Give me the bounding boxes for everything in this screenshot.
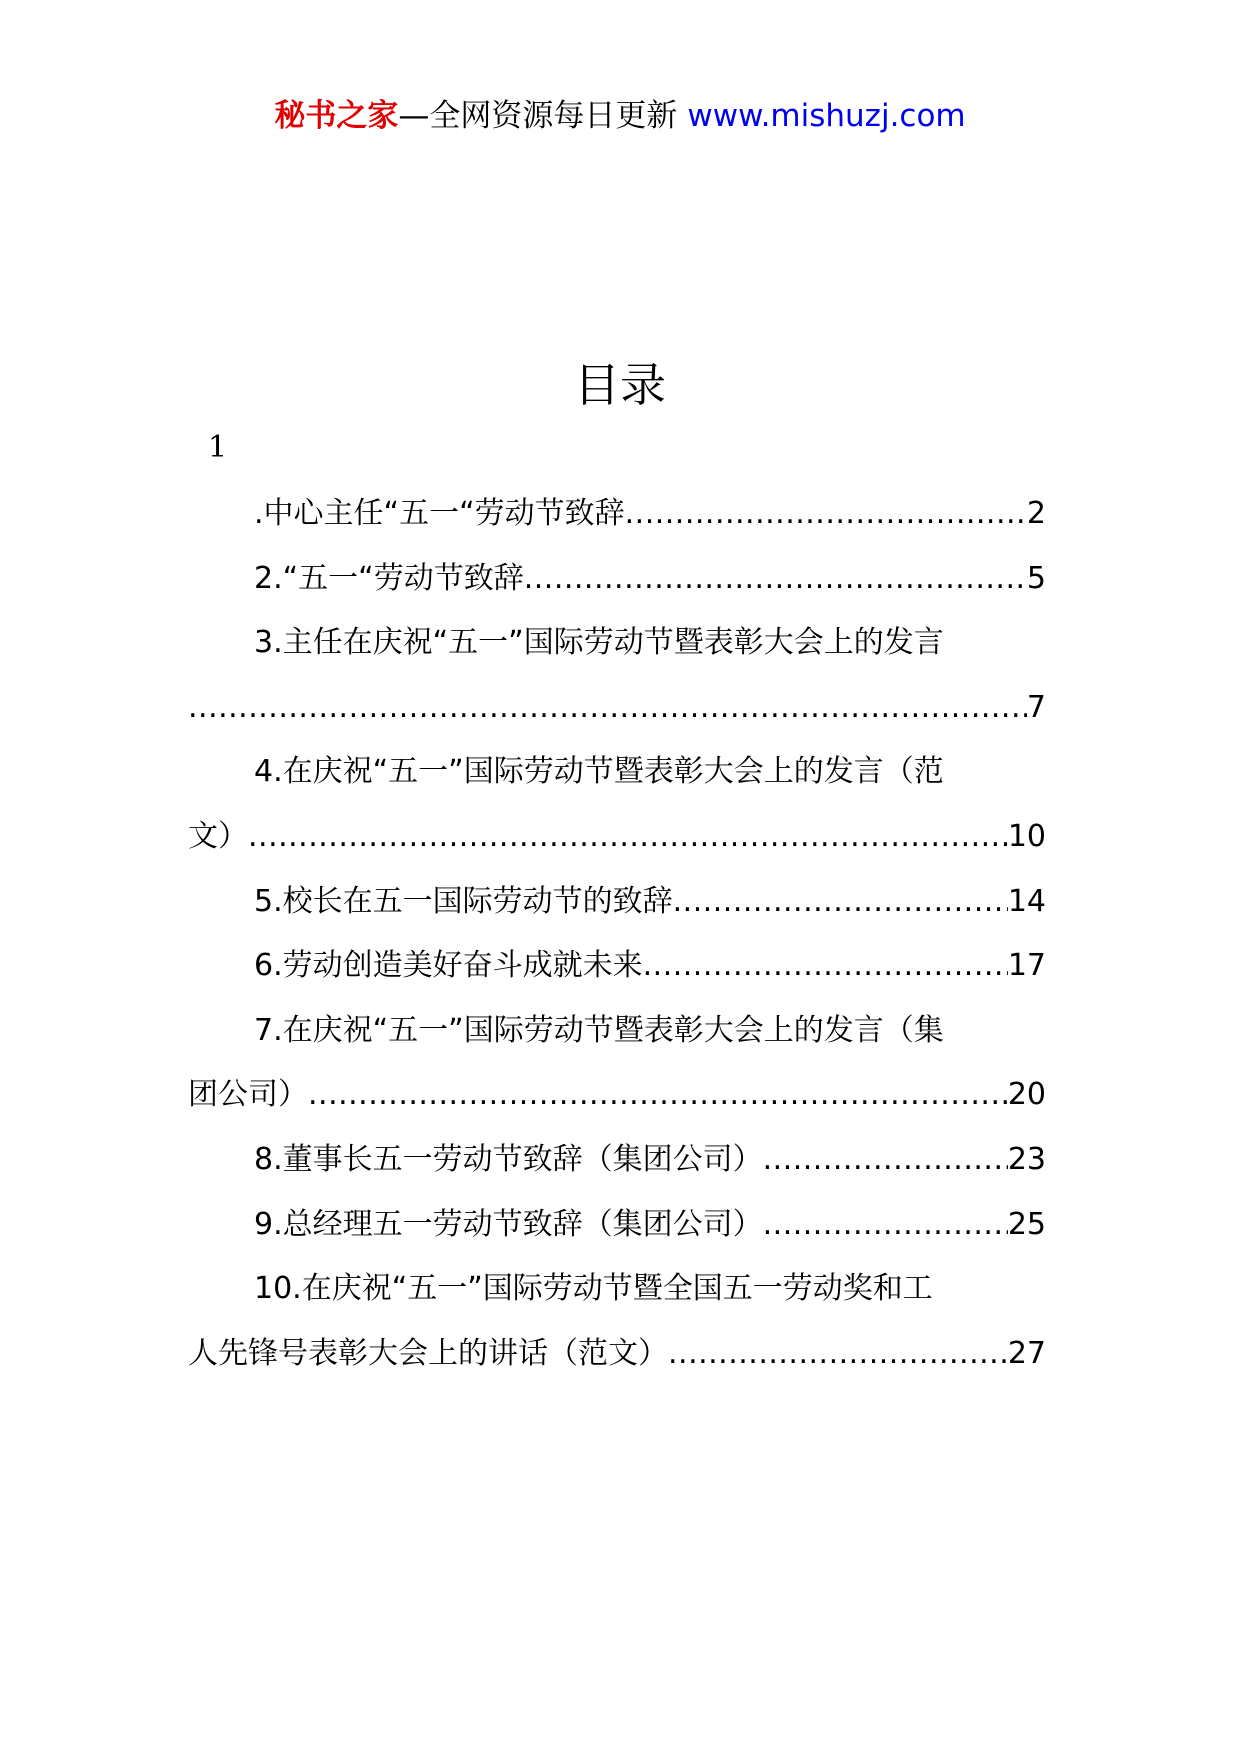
- toc-leader-dots: [188, 676, 1027, 741]
- list-marker: 1: [208, 430, 228, 465]
- toc-entry[interactable]: [188, 547, 1046, 612]
- toc-page-number: 25: [1007, 1206, 1046, 1242]
- toc-page-number: 27: [1007, 1335, 1046, 1371]
- toc-page-number: 2: [1026, 496, 1046, 531]
- toc-page-number: 10: [1007, 818, 1046, 854]
- toc-leader-dots: [643, 934, 1008, 999]
- toc-leader-dots: [248, 805, 1008, 870]
- toc-entry[interactable]: [188, 870, 1046, 935]
- toc-leader-dots: [524, 547, 1027, 612]
- toc-leader-dots: [673, 870, 1008, 935]
- toc-entry-title-cont: 人先锋号表彰大会上的讲话（范文）: [188, 1335, 668, 1371]
- toc-page-number: 7: [1026, 689, 1046, 725]
- brand-name: 秘书之家: [274, 98, 399, 134]
- toc-leader-dots: [763, 1128, 1008, 1193]
- toc-page-number: 17: [1007, 948, 1046, 984]
- toc-leader-dots: [308, 1063, 1008, 1128]
- toc-entry[interactable]: [188, 1128, 1046, 1193]
- page-title: 目录: [574, 358, 666, 412]
- toc-leader-dots: [668, 1322, 1008, 1387]
- toc-page-number: 5: [1026, 560, 1046, 596]
- toc-entry-title: 6.劳动创造美好奋斗成就未来: [254, 948, 643, 984]
- toc-entry-title: 3.主任在庆祝“五一”国际劳动节暨表彰大会上的发言: [254, 625, 944, 661]
- toc-leader-dots: [625, 482, 1027, 547]
- toc-entry[interactable]: [188, 934, 1046, 999]
- toc-entry-title: 4.在庆祝“五一”国际劳动节暨表彰大会上的发言（范: [254, 754, 944, 790]
- toc-entry-title: 7.在庆祝“五一”国际劳动节暨表彰大会上的发言（集: [254, 1012, 944, 1048]
- toc-entry-title-cont: 文）: [188, 818, 248, 854]
- toc-entry-title: 2.“五一“劳动节致辞: [254, 560, 524, 596]
- toc-entry[interactable]: [188, 999, 1046, 1128]
- toc-page-number: 23: [1007, 1141, 1046, 1177]
- toc-entry-title: .中心主任“五一“劳动节致辞: [254, 496, 625, 531]
- toc-entry-title: 8.董事长五一劳动节致辞（集团公司）: [254, 1141, 763, 1177]
- toc-page-number: 20: [1007, 1077, 1046, 1113]
- site-url-link[interactable]: www.mishuzj.com: [687, 98, 966, 134]
- toc-leader-dots: [763, 1193, 1008, 1258]
- toc-entry[interactable]: [188, 740, 1046, 869]
- toc-entry[interactable]: [188, 1193, 1046, 1258]
- toc-entry-title: 9.总经理五一劳动节致辞（集团公司）: [254, 1206, 763, 1242]
- page-header: [0, 96, 1240, 136]
- toc-entry[interactable]: [188, 1257, 1046, 1386]
- toc-entry[interactable]: [188, 611, 1046, 740]
- toc-entry[interactable]: [188, 482, 1046, 547]
- toc-entry-title-cont: 团公司）: [188, 1077, 308, 1113]
- toc-entry-title: 10.在庆祝“五一”国际劳动节暨全国五一劳动奖和工: [254, 1271, 933, 1307]
- table-of-contents: [188, 482, 1046, 1386]
- header-slogan: —全网资源每日更新: [398, 98, 678, 134]
- toc-entry-title: 5.校长在五一国际劳动节的致辞: [254, 883, 673, 919]
- toc-page-number: 14: [1007, 883, 1046, 919]
